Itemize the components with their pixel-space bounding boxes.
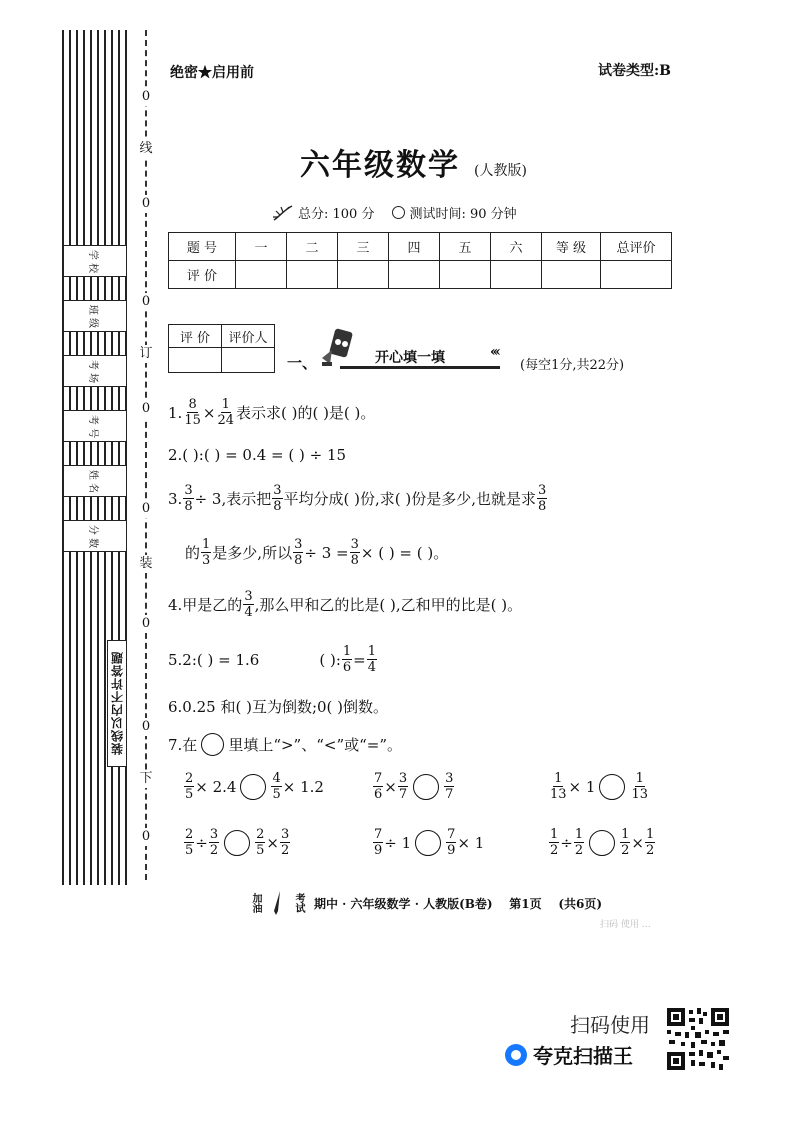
answer-circle[interactable]	[589, 830, 615, 856]
cut-mark: 0	[137, 615, 155, 633]
table-cell: 题 号	[169, 233, 236, 261]
table-cell: 四	[389, 233, 440, 261]
table-row	[169, 261, 672, 289]
fraction: $\frac{8}{15}$	[184, 397, 201, 428]
fraction: $\frac{1}{6}$	[342, 644, 352, 675]
score-cell[interactable]	[440, 261, 491, 289]
qr-code-icon[interactable]	[667, 1008, 729, 1070]
score-field[interactable]: 分 数	[63, 520, 127, 552]
answer-circle[interactable]	[224, 830, 250, 856]
faint-text: 扫码 使用 …	[600, 920, 651, 930]
table-cell: 六	[491, 233, 542, 261]
answer-circle[interactable]	[240, 774, 266, 800]
compare-item: $\frac{2}{5}$ × 2.4 $\frac{4}{5}$ × 1.2	[185, 771, 324, 802]
footer-text: 期中 · 六年级数学 · 人教版(B卷) 第1页 (共6页)	[314, 896, 603, 911]
page-footer	[250, 890, 602, 916]
table-cell: 五	[440, 233, 491, 261]
page-title: 六年级数学	[300, 148, 460, 183]
grader-label: 评价人	[222, 325, 275, 348]
table-cell: 等 级	[542, 233, 601, 261]
total-score: 总分: 100 分	[298, 207, 375, 222]
score-cell[interactable]	[338, 261, 389, 289]
question-6: 6.0.25 和( )互为倒数;0( )倒数。	[168, 698, 389, 716]
cut-mark: 订	[137, 345, 155, 363]
score-cell[interactable]	[601, 261, 672, 289]
exam-meta	[272, 203, 517, 222]
question-2: 2.( ):( ) = 0.4 = ( ) ÷ 15	[168, 446, 347, 464]
score-cell[interactable]	[287, 261, 338, 289]
cheer-left: 加油	[250, 893, 261, 913]
clock-icon	[392, 206, 405, 219]
circle-icon	[201, 733, 224, 756]
score-cell[interactable]	[389, 261, 440, 289]
table-cell: 三	[338, 233, 389, 261]
cut-mark: 0	[137, 88, 155, 106]
answer-circle[interactable]	[599, 774, 625, 800]
table-cell: 评 价	[169, 261, 236, 289]
name-field[interactable]: 姓 名	[63, 465, 127, 497]
grader-cell[interactable]	[169, 348, 222, 373]
exam-room-field[interactable]: 考 场	[63, 355, 127, 387]
chevrons-icon: ‹‹‹	[490, 344, 498, 360]
question-3a: 3. $\frac{3}{8}$ ÷ 3,表示把 $\frac{3}{8}$ 平均分成( )份,求( )份是多少,也就是求 $\frac{3}{8}$	[168, 483, 547, 514]
table-cell: 一	[236, 233, 287, 261]
question-1: 1. $\frac{8}{15}$ × $\frac{1}{24}$ 表示求( )的( )是( )。	[168, 397, 376, 428]
grader-label: 评 价	[169, 325, 222, 348]
section-scoring: (每空1分,共22分)	[520, 358, 625, 373]
section-title: 开心填一填	[340, 347, 500, 369]
grader-cell[interactable]	[222, 348, 275, 373]
test-time: 测试时间: 90 分钟	[409, 207, 517, 222]
compare-item: $\frac{7}{9}$ ÷ 1 $\frac{7}{9}$ × 1	[374, 827, 485, 858]
binding-warning: 装线以内不许答题	[107, 640, 127, 767]
paper-type-label: 试卷类型:B	[598, 63, 672, 79]
cut-mark: 0	[137, 195, 155, 213]
fraction: $\frac{3}{4}$	[244, 589, 253, 620]
fraction: $\frac{3}{8}$	[350, 537, 359, 568]
compare-item: $\frac{7}{6}$ × $\frac{3}{7}$ $\frac{3}{7}$	[374, 771, 454, 802]
exam-number-field[interactable]: 考 号	[63, 410, 127, 442]
answer-circle[interactable]	[413, 774, 439, 800]
fraction: $\frac{1}{24}$	[217, 397, 234, 428]
confidential-label: 绝密★启用前	[170, 65, 254, 81]
section-number: 一、	[287, 354, 318, 372]
fraction: $\frac{3}{8}$	[294, 537, 303, 568]
question-7: 7.在 里填上“>”、“<”或“=”。	[168, 733, 402, 756]
cut-mark: 0	[137, 400, 155, 418]
leaf-icon	[272, 204, 294, 222]
compare-item: $\frac{1}{2}$ ÷ $\frac{1}{2}$ $\frac{1}{2}$ × $\frac{1}{2}$	[550, 827, 655, 858]
fraction: $\frac{1}{3}$	[202, 537, 211, 568]
fraction: $\frac{1}{4}$	[367, 644, 377, 675]
score-cell[interactable]	[236, 261, 287, 289]
table-cell: 总评价	[601, 233, 672, 261]
cut-mark: 线	[137, 140, 155, 158]
app-logo-icon	[505, 1044, 527, 1066]
cut-mark: 下	[137, 770, 155, 788]
question-5: 5.2:( ) = 1.6 ( ): $\frac{1}{6}$ = $\frac{1}{4}$	[168, 644, 377, 675]
score-cell[interactable]	[491, 261, 542, 289]
pencil-icon	[271, 890, 283, 916]
cut-mark: 0	[137, 828, 155, 846]
fraction: $\frac{3}{8}$	[273, 483, 282, 514]
cheer-right: 考试	[293, 893, 304, 913]
fraction: $\frac{3}{8}$	[538, 483, 547, 514]
question-3b: 的 $\frac{1}{3}$ 是多少,所以 $\frac{3}{8}$ ÷ 3 = $\frac{3}{8}$ × ( ) = ( )。	[185, 537, 449, 568]
table-row	[169, 233, 672, 261]
answer-circle[interactable]	[415, 830, 441, 856]
class-field[interactable]: 班 级	[63, 300, 127, 332]
cut-mark: 0	[137, 718, 155, 736]
fraction: $\frac{3}{8}$	[184, 483, 193, 514]
app-brand: 夸克扫描王	[505, 1040, 633, 1069]
score-cell[interactable]	[542, 261, 601, 289]
scan-label: 扫码使用	[570, 1013, 650, 1037]
cut-mark: 0	[137, 293, 155, 311]
grader-box	[168, 324, 275, 373]
edition-label: (人教版)	[474, 163, 527, 179]
table-cell: 二	[287, 233, 338, 261]
score-table	[168, 232, 672, 289]
school-field[interactable]: 学 校	[63, 245, 127, 277]
compare-item: $\frac{2}{5}$ ÷ $\frac{3}{2}$ $\frac{2}{5}$ × $\frac{3}{2}$	[185, 827, 290, 858]
question-4: 4.甲是乙的 $\frac{3}{4}$ ,那么甲和乙的比是( ),乙和甲的比是( )。	[168, 589, 523, 620]
cut-mark: 0	[137, 500, 155, 518]
cut-mark: 装	[137, 555, 155, 573]
compare-item: $\frac{1}{13}$ × 1 $\frac{1}{13}$	[550, 771, 648, 802]
